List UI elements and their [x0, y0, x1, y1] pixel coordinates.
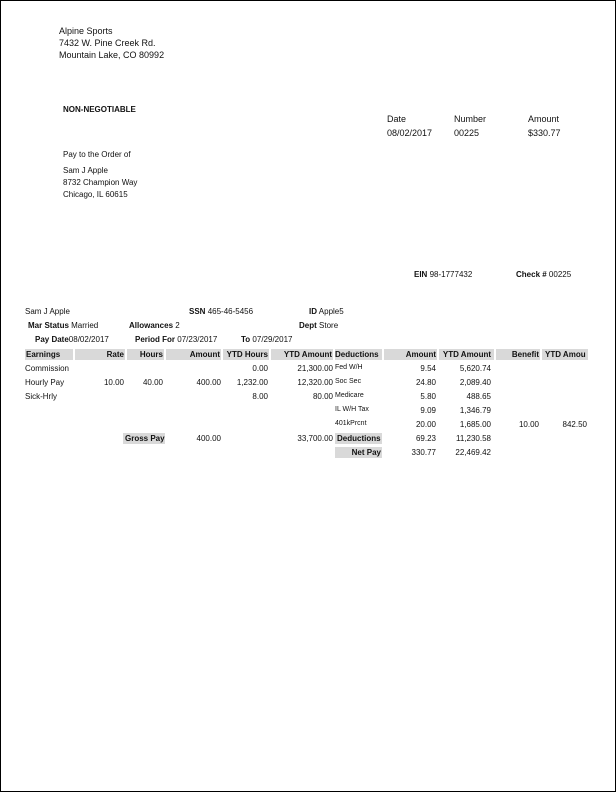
period-for [135, 335, 217, 344]
payee-name: Sam J Apple [63, 166, 108, 175]
gross-pay-amount: 400.00 [196, 434, 221, 443]
check-number-label: Number [454, 114, 487, 124]
check-date-label: Date [387, 114, 407, 124]
ssn-value: 465-46-5456 [207, 307, 254, 316]
earning-ytd-hours: 1,232.00 [236, 378, 268, 387]
non-negotiable-label: NON-NEGOTIABLE [63, 105, 136, 114]
mar-status [28, 321, 98, 330]
header-ded-amount: Amount [405, 350, 436, 359]
earning-name: Hourly Pay [25, 378, 65, 387]
allowances-value: 2 [175, 321, 180, 330]
deduction-amount: 9.54 [420, 364, 436, 373]
check-no [516, 270, 571, 279]
ein-label: EIN [414, 270, 428, 279]
check-no-label: Check # [516, 270, 547, 279]
net-pay-amount: 330.77 [411, 448, 436, 457]
earning-amount: 400.00 [196, 378, 221, 387]
period-for-value: 07/23/2017 [177, 335, 218, 344]
header-ded-ytd: YTD Amount [442, 350, 491, 359]
to-label: To [241, 335, 251, 344]
company-address-line1: 7432 W. Pine Creek Rd. [59, 38, 156, 48]
deduction-ytd: 1,685.00 [459, 420, 491, 429]
earning-name: Sick-Hrly [25, 392, 57, 401]
gross-pay-label: Gross Pay [125, 434, 165, 443]
header-earnings: Earnings [26, 350, 61, 359]
header-rate: Rate [106, 350, 124, 359]
total-deductions-amount: 69.23 [415, 434, 436, 443]
company-address-line2: Mountain Lake, CO 80992 [59, 50, 165, 60]
id-value: Apple5 [318, 307, 344, 316]
pay-date [35, 335, 109, 344]
header-ytd-hours: YTD Hours [226, 350, 268, 359]
earning-ytd-hours: 0.00 [252, 364, 268, 373]
header-amount: Amount [189, 350, 220, 359]
dept [299, 321, 338, 330]
check-no-value: 00225 [548, 270, 572, 279]
net-pay-ytd: 22,469.42 [455, 448, 491, 457]
pay-to-label: Pay to the Order of [63, 150, 131, 159]
earning-ytd-hours: 8.00 [252, 392, 268, 401]
header-benefit: Benefit [511, 350, 539, 359]
earning-ytd-amount: 12,320.00 [297, 378, 333, 387]
deduction-benefit: 10.00 [518, 420, 539, 429]
id-label: ID [309, 307, 317, 316]
to-value: 07/29/2017 [252, 335, 293, 344]
employee-id [309, 307, 344, 316]
payee-address-line2: Chicago, IL 60615 [63, 190, 128, 199]
pay-date-label: Pay Date [35, 335, 69, 344]
deduction-name: Medicare [335, 392, 364, 399]
deduction-amount: 5.80 [420, 392, 436, 401]
period-to [241, 335, 292, 344]
pay-date-value: 08/02/2017 [68, 335, 109, 344]
total-deductions-ytd: 11,230.58 [456, 434, 491, 443]
allowances-label: Allowances [129, 321, 174, 330]
company-name: Alpine Sports [59, 26, 113, 36]
ein-value: 98-1777432 [429, 270, 473, 279]
check-date: 08/02/2017 [387, 128, 433, 138]
deduction-ytd: 488.65 [466, 392, 491, 401]
net-pay-label: Net Pay [351, 448, 381, 457]
deduction-name: Soc Sec [335, 378, 362, 385]
payee-address-line1: 8732 Champion Way [63, 178, 138, 187]
check-amount: $330.77 [528, 128, 561, 138]
earning-ytd-amount: 21,300.00 [297, 364, 333, 373]
mar-status-value: Married [71, 321, 99, 330]
earning-rate: 10.00 [103, 378, 124, 387]
earning-hours: 40.00 [142, 378, 163, 387]
mar-status-label: Mar Status [28, 321, 69, 330]
deduction-ytd: 5,620.74 [459, 364, 491, 373]
deduction-amount: 24.80 [415, 378, 436, 387]
deduction-name: Fed W/H [335, 364, 363, 371]
header-ytd-amount: YTD Amount [283, 350, 332, 359]
employee-name: Sam J Apple [25, 307, 70, 316]
dept-value: Store [319, 321, 339, 330]
deduction-ytd: 2,089.40 [459, 378, 491, 387]
ssn [189, 307, 253, 316]
total-deductions-label: Deductions [337, 434, 381, 443]
check-amount-label: Amount [528, 114, 560, 124]
header-deductions: Deductions [335, 350, 379, 359]
ssn-label: SSN [189, 307, 206, 316]
deduction-name: IL W/H Tax [335, 406, 369, 413]
earning-ytd-amount: 80.00 [312, 392, 333, 401]
period-for-label: Period For [135, 335, 176, 344]
deduction-name: 401kPrcnt [335, 420, 367, 427]
allowances [129, 321, 180, 330]
deduction-amount: 20.00 [415, 420, 436, 429]
header-hours: Hours [139, 350, 163, 359]
gross-pay-ytd: 33,700.00 [297, 434, 333, 443]
dept-label: Dept [299, 321, 317, 330]
deduction-benefit-ytd: 842.50 [562, 420, 587, 429]
header-benefit-ytd: YTD Amou [545, 350, 586, 359]
deduction-ytd: 1,346.79 [459, 406, 491, 415]
deduction-amount: 9.09 [420, 406, 436, 415]
ein [414, 270, 472, 279]
earning-name: Commission [25, 364, 70, 373]
check-number: 00225 [454, 128, 480, 138]
